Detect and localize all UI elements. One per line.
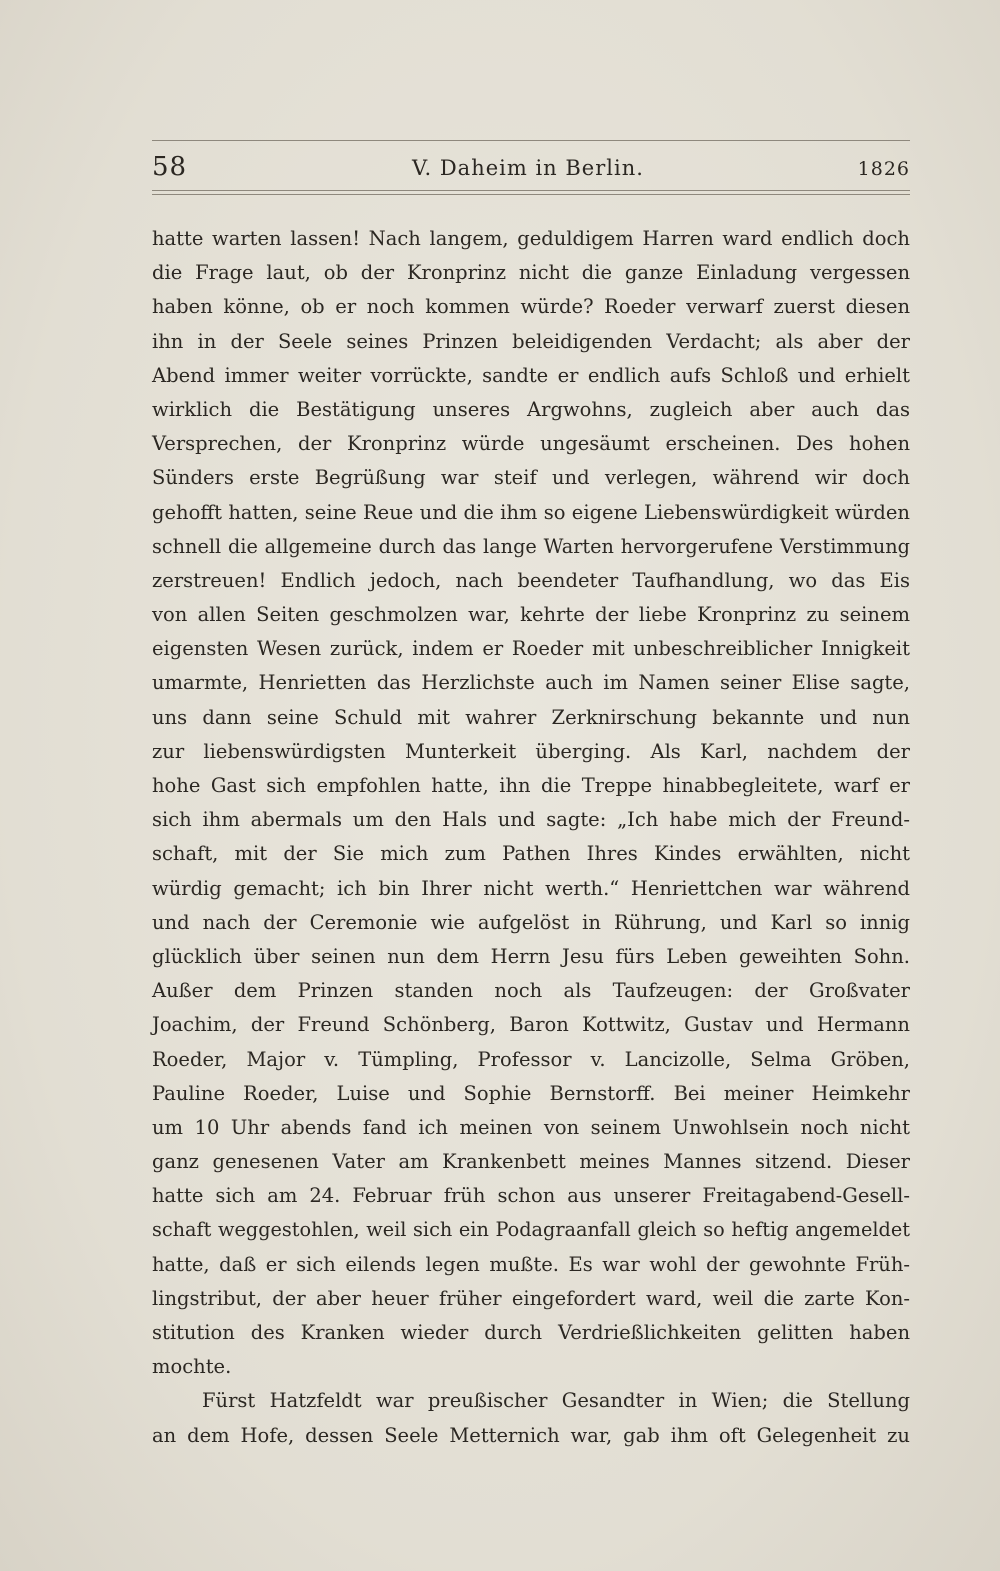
text-line: hatte warten lassen! Nach langem, geduldigem Harren ward endlich doch — [152, 227, 910, 250]
text-line: schnell die allgemeine durch das lange Warten hervorgerufene Verstimmung — [152, 534, 910, 558]
text-line: sich ihm abermals um den Hals und sagte: „Ich habe mich der Freund- — [152, 808, 910, 832]
header-rule-bottom — [152, 190, 910, 195]
text-line: an dem Hofe, dessen Seele Metternich war, gab ihm oft Gelegenheit zu — [152, 1423, 910, 1447]
text-line: würdig gemacht; ich bin Ihrer nicht werth.“ Henriettchen war während — [152, 876, 910, 900]
text-line: wirklich die Bestätigung unseres Argwohns, zugleich aber auch das — [152, 397, 910, 421]
text-line: hohe Gast sich empfohlen hatte, ihn die Treppe hinabbegleitete, warf er — [152, 774, 910, 797]
header-rule-top — [152, 140, 910, 141]
text-line: zur liebenswürdigsten Munterkeit überging. Als Karl, nachdem der — [152, 739, 910, 763]
text-line: haben könne, ob er noch kommen würde? Roeder verwarf zuerst diesen — [152, 295, 910, 319]
text-line: mochte. — [152, 1355, 232, 1379]
text-line: hatte, daß er sich eilends legen mußte. Es war wohl der gewohnte Früh- — [152, 1252, 910, 1276]
text-line: um 10 Uhr abends fand ich meinen von seinem Unwohlsein noch nicht — [152, 1115, 910, 1139]
text-line: hatte sich am 24. Februar früh schon aus unserer Freitagabend-Gesell- — [152, 1184, 910, 1208]
text-line: gehofft hatten, seine Reue und die ihm so eigene Liebenswürdigkeit würden — [152, 500, 910, 524]
text-line: Joachim, der Freund Schönberg, Baron Kottwitz, Gustav und Hermann — [152, 1013, 910, 1037]
text-line: umarmte, Henrietten das Herzlichste auch im Namen seiner Elise sagte, — [152, 671, 910, 695]
running-head — [152, 150, 910, 190]
text-line: ihn in der Seele seines Prinzen beleidigenden Verdacht; als aber der — [152, 329, 910, 353]
text-line: eigensten Wesen zurück, indem er Roeder mit unbeschreiblicher Innigkeit — [152, 637, 910, 661]
text-line: Pauline Roeder, Luise und Sophie Bernstorff. Bei meiner Heimkehr — [152, 1081, 910, 1105]
text-line: lingstribut, der aber heuer früher eingefordert ward, weil die zarte Kon- — [152, 1286, 910, 1310]
text-line: Außer dem Prinzen standen noch als Taufzeugen: der Großvater — [152, 979, 910, 1003]
text-line: von allen Seiten geschmolzen war, kehrte der liebe Kronprinz zu seinem — [152, 603, 910, 627]
text-line: Roeder, Major v. Tümpling, Professor v. Lancizolle, Selma Gröben, — [152, 1047, 910, 1071]
text-line: zerstreuen! Endlich jedoch, nach beendeter Taufhandlung, wo das Eis — [152, 568, 910, 592]
text-line: die Frage laut, ob der Kronprinz nicht die ganze Einladung vergessen — [152, 261, 910, 285]
text-line: glücklich über seinen nun dem Herrn Jesu fürs Leben geweihten Sohn. — [152, 944, 910, 968]
text-line: stitution des Kranken wieder durch Verdrießlichkeiten gelitten haben — [152, 1321, 910, 1344]
header-year: 1826 — [857, 158, 910, 180]
text-line: schaft weggestohlen, weil sich ein Podagraanfall gleich so heftig angemeldet — [152, 1218, 910, 1242]
text-line: schaft, mit der Sie mich zum Pathen Ihres Kindes erwählten, nicht — [152, 842, 910, 866]
text-line: und nach der Ceremonie wie aufgelöst in Rührung, und Karl so innig — [152, 910, 910, 934]
text-line: Versprechen, der Kronprinz würde ungesäumt erscheinen. Des hohen — [152, 432, 910, 456]
text-line: ganz genesenen Vater am Krankenbett meines Mannes sitzend. Dieser — [152, 1150, 910, 1174]
text-line: uns dann seine Schuld mit wahrer Zerknirschung bekannte und nun — [152, 705, 910, 729]
text-line: Fürst Hatzfeldt war preußischer Gesandter in Wien; die Stellung — [202, 1389, 910, 1413]
page-number: 58 — [152, 152, 188, 182]
text-line: Abend immer weiter vorrückte, sandte er endlich aufs Schloß und erhielt — [152, 363, 910, 387]
paragraph — [152, 222, 910, 1384]
chapter-title: V. Daheim in Berlin. — [412, 156, 644, 180]
text-line: Sünders erste Begrüßung war steif und verlegen, während wir doch — [152, 466, 910, 490]
paragraph — [152, 1384, 910, 1452]
body-text — [152, 222, 910, 1453]
